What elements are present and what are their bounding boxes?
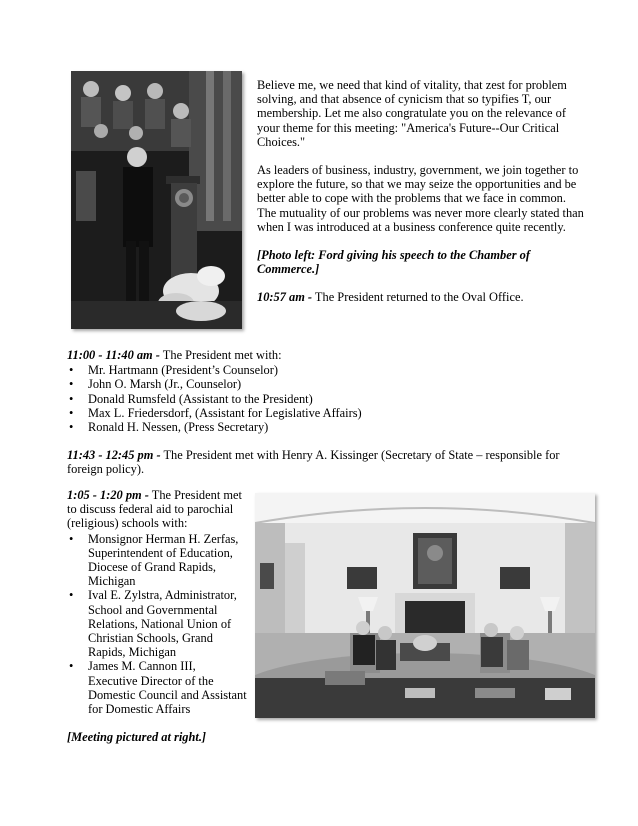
list-item: • Ival E. Zylstra, Administrator, School and Governmental Relations, National Union of Christian Schools, Grand Rapids, Michigan xyxy=(67,588,247,659)
meeting-1143-text: The President met with Henry A. Kissinger (Secretary of State – responsible for foreign policy). xyxy=(67,448,560,477)
entry-1057-text: The President returned to the Oval Office. xyxy=(312,290,524,305)
photo-ford-speech xyxy=(71,71,242,329)
list-item: • James M. Cannon III, Executive Director of the Domestic Council and Assistant for Domestic Affairs xyxy=(67,659,247,716)
meeting-1100-time: 11:00 - 11:40 am - xyxy=(67,348,160,362)
meeting-1143-paragraph xyxy=(67,448,587,476)
meeting-1100-attendees xyxy=(67,363,587,434)
photo-left-caption: [Photo left: Ford giving his speech to the Chamber of Commerce.] xyxy=(257,248,530,277)
meeting-1143 xyxy=(67,448,587,476)
list-item: • Donald Rumsfeld (Assistant to the President) xyxy=(67,392,587,406)
meeting-1100-heading xyxy=(67,348,587,362)
list-item: • Mr. Hartmann (President’s Counselor) xyxy=(67,363,587,377)
meeting-1143-time: 11:43 - 12:45 pm - xyxy=(67,448,161,462)
meeting-105 xyxy=(67,488,247,744)
list-item: • Ronald H. Nessen, (Press Secretary) xyxy=(67,420,587,434)
meeting-1100 xyxy=(67,348,587,434)
meeting-105-attendees xyxy=(67,532,247,717)
meeting-picture-caption: [Meeting pictured at right.] xyxy=(67,730,207,745)
entry-1057-time: 10:57 am - xyxy=(257,290,313,305)
meeting-105-text: The President met to discuss federal aid to parochial (religious) schools with: xyxy=(67,488,242,531)
entry-1057 xyxy=(257,290,585,304)
photo-oval-office-meeting xyxy=(255,493,595,718)
list-item: • Max L. Friedersdorf, (Assistant for Legislative Affairs) xyxy=(67,406,587,420)
top-text-block xyxy=(257,78,585,305)
speech-paragraph-1: Believe me, we need that kind of vitality, that zest for problem solving, and that absence of cynicism that so typifies T, our membership. Let me also congratulate you on the relevance of your theme for this meeting: "America's Future--Our Critical Choices." xyxy=(257,78,567,149)
meeting-105-time: 1:05 - 1:20 pm - xyxy=(67,488,149,502)
meeting-105-heading xyxy=(67,488,247,531)
meeting-1100-text: The President met with: xyxy=(159,348,282,362)
list-item: • Monsignor Herman H. Zerfas, Superintendent of Education, Diocese of Grand Rapids, Michigan xyxy=(67,532,247,589)
speech-paragraph-2: As leaders of business, industry, government, we join together to explore the future, so that we may seize the opportunities and be better able to cope with the problems that we face in common. The mutuality of our problems was never more clearly stated than when I was introduced at a business conference quite recently. xyxy=(257,163,584,234)
list-item: • John O. Marsh (Jr., Counselor) xyxy=(67,377,587,391)
